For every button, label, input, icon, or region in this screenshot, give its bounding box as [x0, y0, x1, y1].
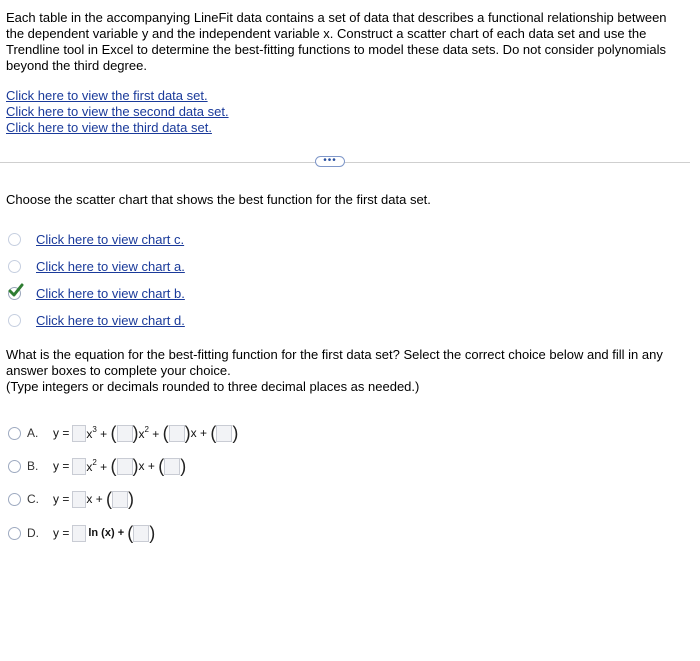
choice-a-letter: A.	[27, 426, 39, 440]
data-links	[6, 88, 229, 136]
question-1-text: Choose the scatter chart that shows the best function for the first data set.	[6, 192, 431, 207]
choice-d-letter: D.	[27, 526, 39, 540]
equation-d: y = ln (x) + ( )	[53, 523, 156, 543]
radio-choice-d[interactable]	[8, 527, 21, 540]
choice-d[interactable]	[8, 522, 155, 544]
choice-c-letter: C.	[27, 492, 39, 506]
option-chart-d[interactable]	[8, 311, 185, 329]
option-chart-a[interactable]	[8, 257, 185, 275]
radio-choice-a[interactable]	[8, 427, 21, 440]
equation-c: y = x + ( )	[53, 489, 135, 509]
answer-box-a-cubic[interactable]	[72, 425, 86, 442]
equation-a: y = $x^3$ + ( ) $x^2$ + ( ) x + ( )	[53, 423, 239, 443]
link-chart-d[interactable]: Click here to view chart d.	[36, 312, 185, 328]
link-third-data-set[interactable]: Click here to view the third data set.	[6, 120, 212, 135]
check-icon	[8, 283, 24, 299]
radio-choice-c[interactable]	[8, 493, 21, 506]
answer-box-a-constant[interactable]	[216, 425, 232, 442]
answer-box-c-slope[interactable]	[72, 491, 86, 508]
equation-b: y = $x^2$ + ( ) x + ( )	[53, 456, 187, 476]
answer-box-b-quadratic[interactable]	[72, 458, 86, 475]
section-divider	[0, 162, 690, 163]
answer-box-c-intercept[interactable]	[112, 491, 128, 508]
answer-box-a-linear[interactable]	[169, 425, 185, 442]
answer-box-d-coefficient[interactable]	[72, 525, 86, 542]
choice-b[interactable]	[8, 455, 186, 477]
problem-intro: Each table in the accompanying LineFit data contains a set of data that describes a functional relationship between the dependent variable y and the independent variable x. Construct a scatter chart of each data set and use the Trendline tool in Excel to determine the best-fitting functions to model these data sets. Do not consider polynomials beyond the third degree.	[6, 10, 667, 73]
link-chart-a[interactable]: Click here to view chart a.	[36, 258, 185, 274]
link-chart-c[interactable]: Click here to view chart c.	[36, 231, 185, 247]
answer-box-a-quadratic[interactable]	[117, 425, 133, 442]
question-2	[6, 347, 686, 395]
expand-ellipsis-button[interactable]: •••	[315, 156, 345, 167]
radio-chart-b-selected[interactable]	[8, 287, 21, 300]
choice-c[interactable]	[8, 488, 134, 510]
link-second-data-set[interactable]: Click here to view the second data set.	[6, 104, 229, 119]
link-chart-b[interactable]: Click here to view chart b.	[36, 285, 185, 301]
answer-box-d-constant[interactable]	[133, 525, 149, 542]
option-chart-b[interactable]	[8, 284, 185, 302]
choice-a[interactable]	[8, 422, 238, 444]
answer-box-b-constant[interactable]	[164, 458, 180, 475]
option-chart-c[interactable]	[8, 230, 184, 248]
choice-b-letter: B.	[27, 459, 39, 473]
radio-chart-a[interactable]	[8, 260, 21, 273]
question-2-text: What is the equation for the best-fitting function for the first data set? Select the correct choice below and fill in any answer boxes to complete your choice.	[6, 347, 663, 378]
radio-chart-c[interactable]	[8, 233, 21, 246]
radio-chart-d[interactable]	[8, 314, 21, 327]
link-first-data-set[interactable]: Click here to view the first data set.	[6, 88, 208, 103]
answer-box-b-linear[interactable]	[117, 458, 133, 475]
radio-choice-b[interactable]	[8, 460, 21, 473]
question-2-note: (Type integers or decimals rounded to three decimal places as needed.)	[6, 379, 420, 394]
